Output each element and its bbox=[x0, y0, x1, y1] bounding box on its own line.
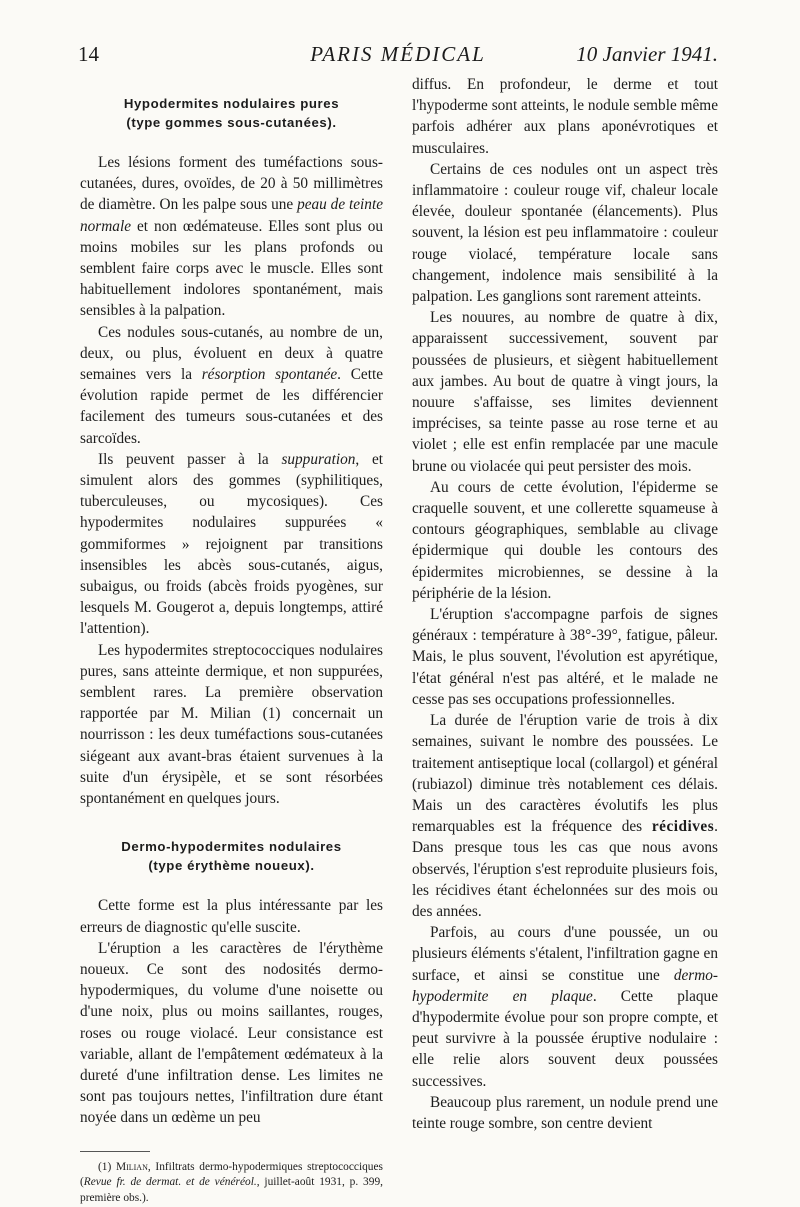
section-heading-line: Hypodermites nodulaires pures bbox=[123, 96, 340, 111]
paragraph: diffus. En profondeur, le derme et tout l'hypoderme sont atteints, le nodule semble même parfois adhérer aux plans aponévrotiques et musculaires. bbox=[412, 76, 718, 157]
section-heading-nodular-hypodermites bbox=[80, 94, 383, 132]
section-heading-dermo-hypodermites bbox=[80, 837, 383, 875]
issue-date: 10 Janvier 1941. bbox=[576, 42, 718, 66]
paragraph: L'éruption s'accompagne parfois de signes généraux : température à 38°-39°, fatigue, pâleur. Mais, le plus souvent, l'évolution est apyrétique, l'état général n'est pas altéré, et le malade ne cesse pas ses occupations professionnelles. bbox=[412, 606, 718, 708]
paragraph: Ces nodules sous-cutanés, au nombre de un, deux, ou plus, évoluent en deux à quatre semaines vers la résorption spontanée. Cette évolution rapide permet de les différencier facilement des tumeurs sous-cutanées et des sarcoïdes. bbox=[80, 323, 383, 447]
left-column bbox=[80, 94, 383, 1207]
paragraph: Au cours de cette évolution, l'épiderme se craquelle souvent, et une collerette squameuse à contours géographiques, semblable au clivage épidermique qui double les contours des épidermites microbiennes, se dessine à la périphérie de la lésion. bbox=[412, 478, 718, 602]
paragraph: Parfois, au cours d'une poussée, un ou plusieurs éléments s'étalent, l'infiltration gagne en surface, et ainsi se constitue une dermo-hypodermite en plaque. Cette plaque d'hypodermite évolue pour son propre compte, et peut survivre à la poussée éruptive nodulaire : elle relie alors souvent deux poussées successives. bbox=[412, 924, 718, 1090]
paragraph: Certains de ces nodules ont un aspect très inflammatoire : couleur rouge vif, chaleur locale élevée, douleur spontanée (élancements). Plus souvent, la lésion est peu inflammatoire : couleur rouge violacé, température locale sans changement, indolence mais sensibilité à la palpation. Les ganglions sont rarement atteints. bbox=[412, 160, 718, 306]
paragraph: Beaucoup plus rarement, un nodule prend une teinte rouge sombre, son centre devient bbox=[412, 1093, 718, 1132]
footnote: (1) Milian, Infiltrats dermo-hypodermiques streptococciques (Revue fr. de dermat. et de vénéréol., juillet-août 1931, p. 399, première obs.). bbox=[80, 1160, 383, 1205]
section-heading-line: Dermo-hypodermites nodulaires bbox=[121, 839, 342, 855]
section-heading-line: (type gommes sous-cutanées). bbox=[126, 115, 337, 130]
footnote-divider bbox=[80, 1151, 150, 1152]
page-header bbox=[78, 42, 718, 72]
journal-title: PARIS MÉDICAL bbox=[310, 42, 486, 66]
paragraph: Cette forme est la plus intéressante par les erreurs de diagnostic qu'elle suscite. bbox=[80, 897, 383, 936]
paragraph: Ils peuvent passer à la suppuration, et simulent alors des gommes (syphilitiques, tuberculeuses, ou mycosiques). Ces hypodermites nodulaires suppurées « gommiformes » rejoignent par transitions insensibles les abcès sous-cutanés, aigus, subaigus, ou froids (abcès froids pyogènes, sur lesquels M. Gougerot a, depuis longtemps, attiré l'attention). bbox=[80, 450, 383, 638]
paragraph: Les hypodermites streptococciques nodulaires pures, sans atteinte dermique, et non suppurées, semblent rares. La première observation rapportée par M. Milian (1) concernait un nourrisson : les deux tuméfactions sous-cutanées siégeant aux avant-bras étaient survenues à la suite d'un érysipèle, et se sont résorbées spontanément en quelques jours. bbox=[80, 641, 383, 808]
paragraph: Les nouures, au nombre de quatre à dix, apparaissent successivement, souvent par poussées de plusieurs, et siègent habituellement aux jambes. Au bout de quatre à vingt jours, la nouure s'affaisse, ses limites deviennent imprécises, sa teinte passe au rose terne et au violet ; elle est enfin remplacée par une macule brune ou violacée qui peut persister des mois. bbox=[412, 309, 718, 475]
paragraph: La durée de l'éruption varie de trois à dix semaines, suivant le nombre des poussées. Le traitement antiseptique local (collargol) et général (rubiazol) diminue très notablement ces délais. Mais un des caractères évolutifs les plus remarquables est la fréquence des récidives. Dans presque tous les cas que nous avons observés, l'éruption s'est reproduite plusieurs fois, les récidives étant échelonnées sur des mois ou des années. bbox=[412, 712, 718, 920]
page-number: 14 bbox=[78, 42, 99, 66]
section-heading-line: (type érythème noueux). bbox=[148, 858, 315, 874]
paragraph: L'éruption a les caractères de l'érythème noueux. Ce sont des nodosités dermo-hypodermiques, du volume d'une noisette ou d'une noix, plus ou moins saillantes, rouges, roses ou rouge violacé. Leur consistance est variable, allant de l'empâtement œdémateux à la dureté d'une infiltration dense. Les limites ne sont pas toujours nettes, l'infiltration dure étant noyée dans un œdème un peu bbox=[80, 939, 383, 1127]
paragraph: Les lésions forment des tuméfactions sous-cutanées, dures, ovoïdes, de 20 à 50 millimètres de diamètre. On les palpe sous une peau de teinte normale et non œdémateuse. Elles sont plus ou moins mobiles sur les plans profonds ou semblent faire corps avec le muscle. Elles sont habituellement indolores spontanément, mais sensibles à la palpation. bbox=[80, 154, 383, 320]
right-column bbox=[412, 74, 718, 1134]
